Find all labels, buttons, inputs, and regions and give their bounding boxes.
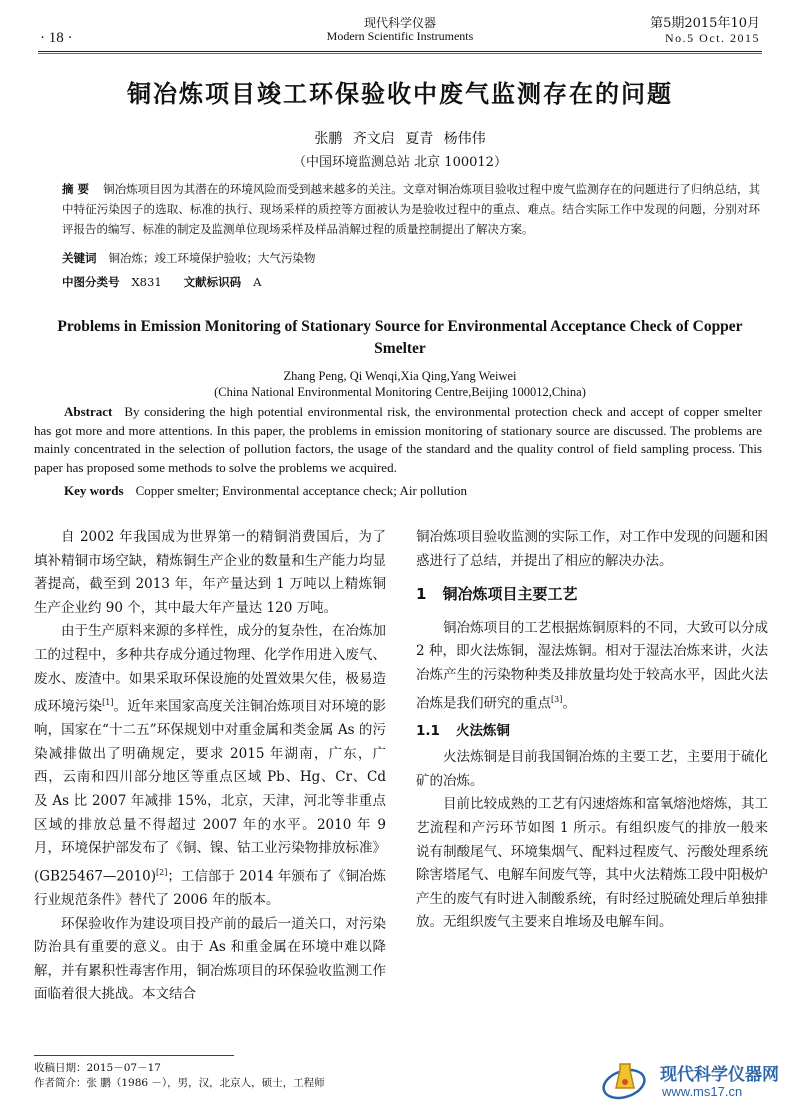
keywords-cn-label: 关键词	[62, 251, 97, 265]
affiliation-cn: （中国环境监测总站 北京 100012）	[293, 155, 507, 170]
body-column-left	[34, 526, 386, 1007]
watermark-name: 现代科学仪器网	[660, 1065, 779, 1085]
keywords-en-text: Copper smelter; Environmental acceptance check; Air pollution	[135, 483, 467, 498]
body-paragraph: 目前比较成熟的工艺有闪速熔炼和富氧熔池熔炼，其工艺流程和产污环节如图 1 所示。有组织废气的排放一般来说有制酸尾气、环境集烟气、配料过程废气、污酸处理系统除害塔尾气、电解车间废气等，其中火法精炼工段中阳极炉产生的废气有时进入制酸系统，有时经过脱硫处理后单独排放。无组织废气主要来自堆场及电解车间。	[416, 796, 768, 931]
keywords-en-label: Key words	[64, 483, 124, 498]
keywords-en	[64, 483, 467, 499]
header-rule	[38, 51, 762, 52]
subsection-number: 1.1	[416, 722, 440, 739]
text-run: 。近年来国家高度关注铜冶炼项目对环境的影响，国家在“十二五”环保规划中对重金属和类金属 As 的污染减排做出了明确规定，要求 2015 年湖南，广东，广西，云南和四川部分地区等重点区域 Pb、Hg、Cr、Cd 及 As 比 2007 年减排 15%，北京，天津，河北等非重点区域的排放总量不得超过 2007 年的水平。2010 年 9 月，环境保护部发布了《铜、镍、钴工业污染物排放标准》(GB25467—2010)	[34, 698, 387, 885]
paper-title-cn: 铜冶炼项目竣工环保验收中废气监测存在的问题	[127, 79, 673, 108]
body-column-right	[416, 526, 768, 935]
watermark-emblem-icon	[600, 1058, 656, 1106]
classification-line	[62, 272, 760, 292]
body-paragraph: 自 2002 年我国成为世界第一的精铜消费国后，为了填补精铜市场空缺，精炼铜生产企业的数量和生产能力均显著提高，截至到 2013 年，年产量达到 1 万吨以上精炼铜生产企业约 90 个，其中最大年产量达 120 万吨。	[34, 529, 386, 616]
citation: [1]	[102, 698, 114, 708]
body-paragraph: 铜冶炼项目验收监测的实际工作，对工作中发现的问题和困惑进行了总结，并提出了相应的解决办法。	[416, 529, 768, 569]
text-run: 。	[562, 695, 576, 712]
body-paragraph: 火法炼铜是目前我国铜冶炼的主要工艺，主要用于硫化矿的冶炼。	[416, 749, 768, 789]
header-rule-thin	[38, 53, 762, 54]
citation: [2]	[156, 867, 168, 877]
subsection-title: 火法炼铜	[455, 722, 510, 739]
body-paragraph	[34, 620, 386, 912]
classification-label: 中图分类号	[62, 275, 120, 289]
authors-cn: 张鹏 齐文启 夏青 杨伟伟	[314, 131, 486, 147]
authors-en: Zhang Peng, Qi Wenqi,Xia Qing,Yang Weiwei	[283, 369, 517, 383]
text-run: 铜冶炼项目的工艺根据炼铜原料的不同，大致可以分成 2 种，即火法炼铜，湿法炼铜。相对于湿法冶炼来讲，火法冶炼产生的污染物种类及排放量均处于较高水平，因此火法冶炼是我们研究的重点	[416, 619, 768, 712]
section-heading	[416, 583, 768, 607]
citation: [3]	[551, 694, 563, 704]
doc-code-value: A	[253, 275, 262, 289]
affiliation-en: (China National Environmental Monitoring Centre,Beijing 100012,China)	[214, 385, 586, 399]
issue-cn: 第5期2015年10月	[650, 16, 760, 31]
issue-en: No.5 Oct. 2015	[665, 31, 760, 45]
body-paragraph: 环保验收作为建设项目投产前的最后一道关口，对污染防治具有重要的意义。由于 As 和重金属在环境中难以降解，并有累积性毒害作用，铜冶炼项目的环保验收监测工作面临着很大挑战。本文结合	[34, 915, 386, 1003]
abstract-en-label: Abstract	[64, 404, 113, 419]
text-run: 由于生产原料来源的多样性，成分的复杂性，在冶炼加工的过程中，多种共存成分通过物理、化学作用进入废气、废水、废渣中。如果采取环保设施的处置效果欠佳，极易造成环境污染	[34, 623, 386, 715]
subsection-heading	[416, 720, 768, 744]
footnote-author: 作者简介：张 鹏（1986 －），男，汉，北京人，硕士，工程师	[34, 1077, 325, 1089]
doc-code-label: 文献标识码	[183, 275, 242, 289]
keywords-cn	[62, 248, 760, 268]
watermark-logo	[600, 1058, 790, 1106]
abstract-cn-text: 铜冶炼项目因为其潜在的环境风险而受到越来越多的关注。文章对铜冶炼项目验收过程中废气监测存在的问题进行了归纳总结，其中特征污染因子的选取、标准的执行、现场采样的质控等方面被认为是验收过程中的重点、难点。结合实际工作中发现的问题，分别对环评报告的编写、标准的制定及监测单位现场采样及样品消解过程的质量控制提出了解决方案。	[62, 182, 760, 236]
abstract-cn	[62, 179, 760, 239]
journal-name-en: Modern Scientific Instruments	[326, 29, 474, 43]
body-paragraph	[416, 617, 768, 716]
abstract-cn-label: 摘 要	[62, 182, 90, 196]
abstract-en-text: By considering the high potential environmental risk, the environmental protection check and accept of copper smelter has got more and more attentions. In this paper, the problems in emission monitoring of stationary source are discussed. The problems are mainly concentrated in the selection of pollution factors, the usage of the standard and the quality control of field sampling process. This paper has proposed some methods to solve the problems we acquired.	[34, 404, 762, 475]
footnote-received: 收稿日期：2015－07－17	[34, 1062, 161, 1074]
section-title: 铜冶炼项目主要工艺	[442, 585, 578, 604]
page-number: · 18 ·	[40, 30, 73, 46]
classification-value: X831	[131, 275, 162, 289]
keywords-cn-text: 铜冶炼；竣工环境保护验收；大气污染物	[108, 251, 316, 265]
watermark-url: www.ms17.cn	[662, 1084, 743, 1099]
text-run: ；工信部于 2014 年颁布了《铜冶炼行业规范条件》替代了 2006 年的版本。	[34, 868, 386, 908]
paper-title-en: Problems in Emission Monitoring of Stationary Source for Environmental Acceptance Check of Copper Smelter	[57, 318, 743, 357]
footnote-rule	[34, 1055, 234, 1056]
journal-name-cn: 现代科学仪器	[363, 16, 436, 30]
section-number: 1	[416, 585, 427, 604]
abstract-en	[34, 403, 762, 477]
